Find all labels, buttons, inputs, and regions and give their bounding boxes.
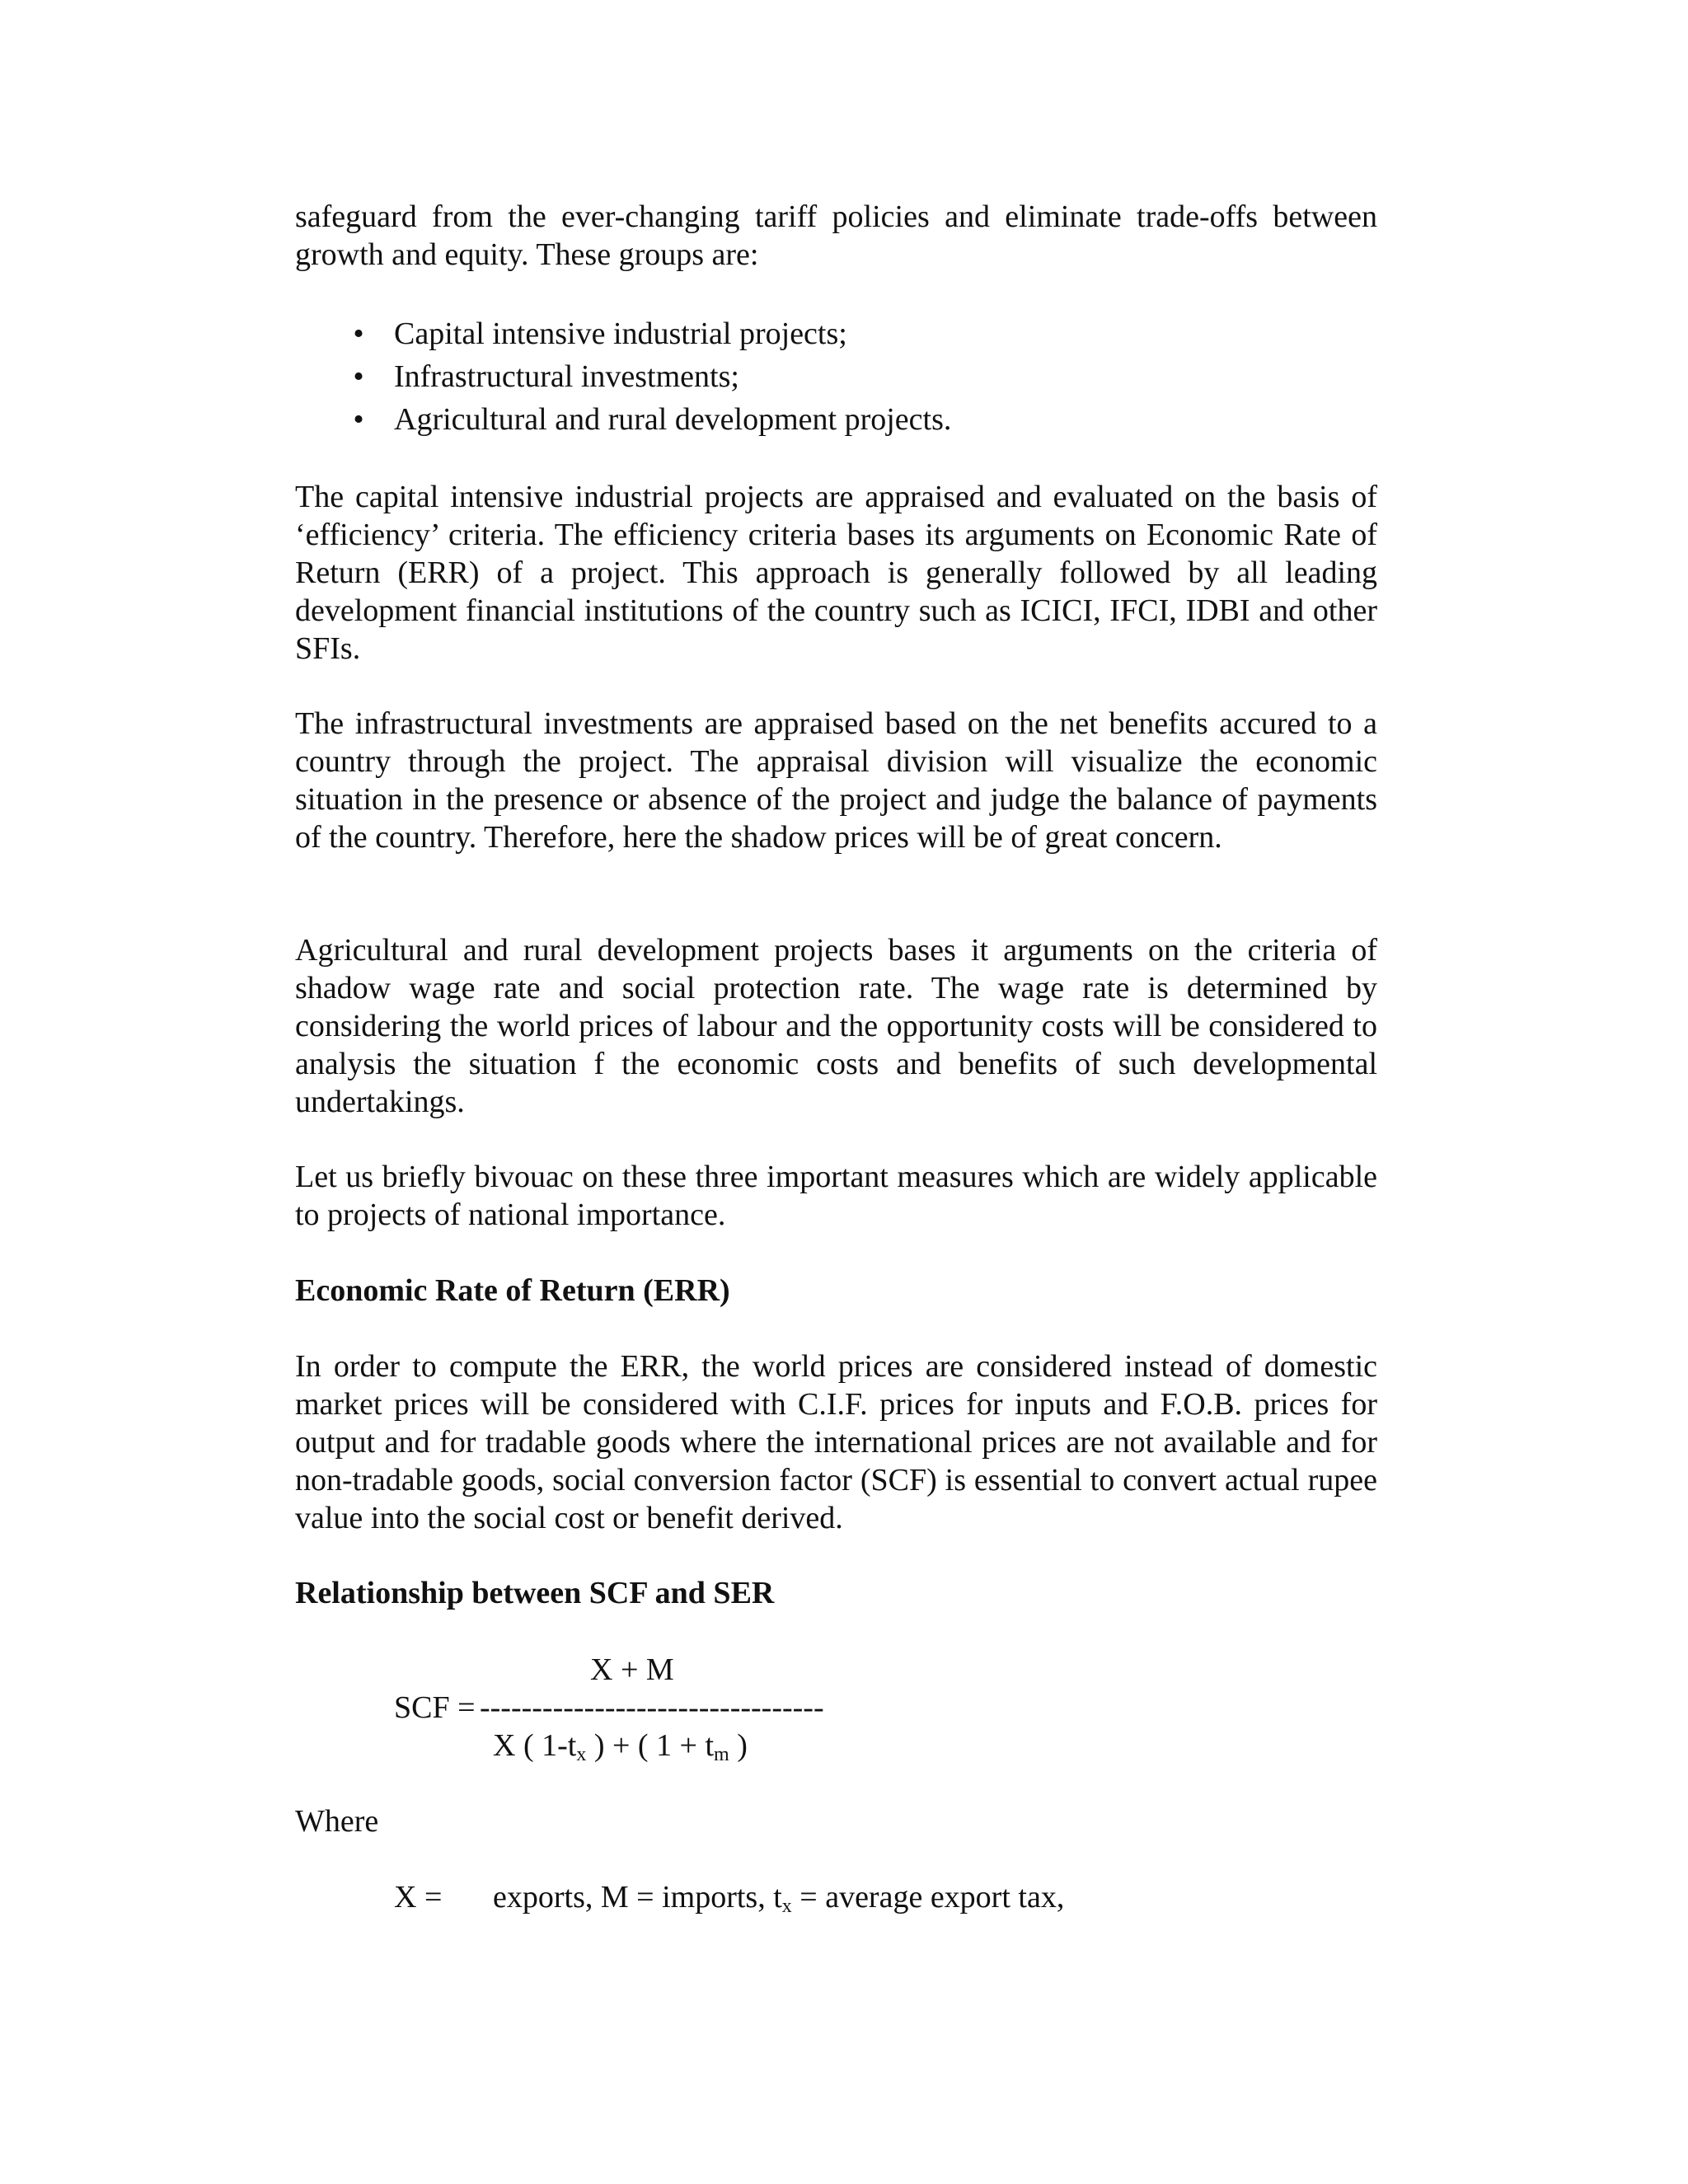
- bullet-text: Capital intensive industrial projects;: [394, 316, 847, 351]
- list-item: [346, 401, 951, 443]
- formula-numerator: X + M: [590, 1652, 674, 1687]
- list-item: [346, 315, 951, 358]
- definition-text: exports, M = imports, $t_x$ = average export tax,: [493, 1880, 1065, 1917]
- heading-err: Economic Rate of Return (ERR): [295, 1273, 730, 1308]
- paragraph-agricultural: Agricultural and rural development projects bases it arguments on the criteria of shadow wage rate and social protection rate. The wage rate is determined by considering the world prices of labour and the opportunity costs will be considered to analysis the situation f the economic costs and benefits of such developmental undertakings.: [295, 933, 1377, 1119]
- formula-fraction-line: ---------------------------------: [480, 1690, 824, 1725]
- paragraph-infrastructural: The infrastructural investments are appraised based on the net benefits accured to a country through the project. The appraisal division will visualize the economic situation in the presence or absence of the project and judge the balance of payments of the country. Therefore, here the shadow prices will be of great concern.: [295, 706, 1377, 855]
- bullet-icon: •: [353, 359, 364, 394]
- paragraph-err: In order to compute the ERR, the world prices are considered instead of domestic market prices will be considered with C.I.F. prices for inputs and F.O.B. prices for output and for tradable goods where the international prices are not available and for non-tradable goods, social conversion factor (SCF) is essential to convert actual rupee value into the social cost or benefit derived.: [295, 1349, 1377, 1535]
- heading-scf-ser: Relationship between SCF and SER: [295, 1576, 775, 1610]
- definition-lhs: X =: [394, 1880, 443, 1915]
- where-label: Where: [295, 1804, 379, 1839]
- bullet-text: Agricultural and rural development projects.: [394, 402, 952, 437]
- bullet-icon: •: [353, 402, 364, 437]
- bullet-text: Infrastructural investments;: [394, 359, 739, 394]
- group-bullet-list: [346, 315, 951, 443]
- list-item: [346, 358, 951, 401]
- formula-lhs: SCF =: [394, 1690, 476, 1725]
- intro-paragraph: safeguard from the ever-changing tariff policies and eliminate trade-offs between growth and equity. These groups are:: [295, 199, 1377, 272]
- formula-denominator: X ( $1-t_x$ ) + ( $1 + t_m$ ): [493, 1728, 748, 1765]
- bullet-icon: •: [353, 316, 364, 351]
- paragraph-capital-intensive: The capital intensive industrial projects are appraised and evaluated on the basis of ‘efficiency’ criteria. The efficiency criteria bases its arguments on Economic Rate of Return (ERR) of a project. This approach is generally followed by all leading development financial institutions of the country such as ICICI, IFCI, IDBI and other SFIs.: [295, 480, 1377, 666]
- paragraph-bivouac: Let us briefly bivouac on these three important measures which are widely applicable to projects of national importance.: [295, 1160, 1377, 1232]
